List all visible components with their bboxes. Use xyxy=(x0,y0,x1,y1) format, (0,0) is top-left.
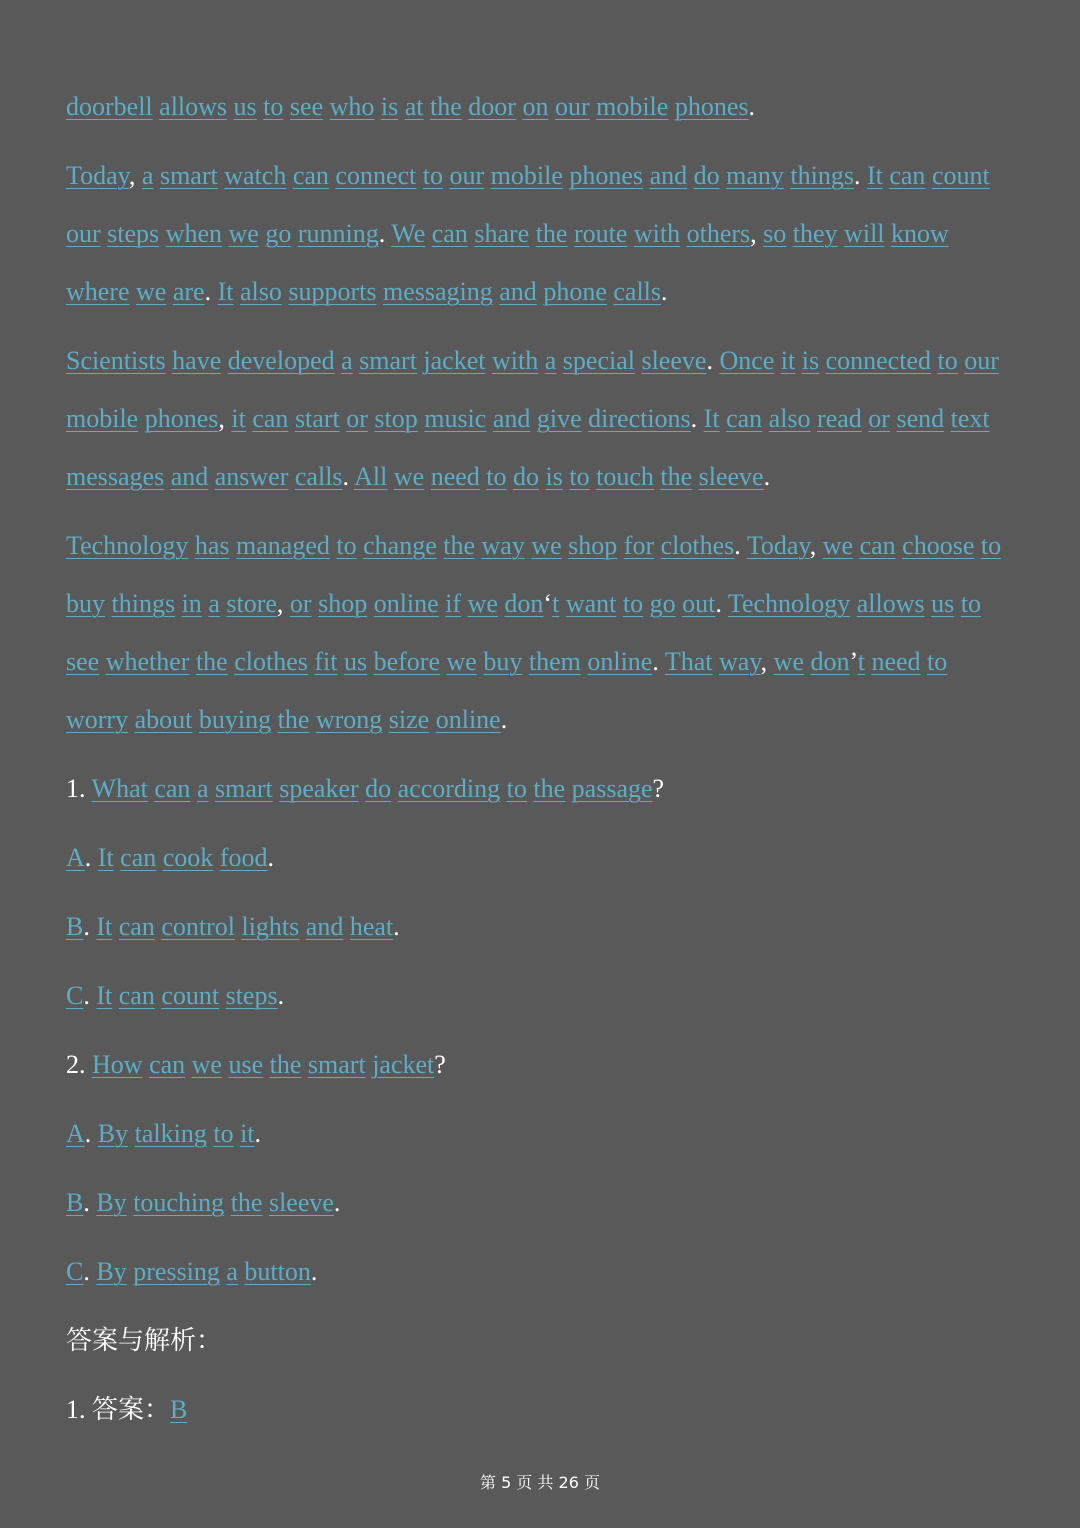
word-link[interactable]: Technology xyxy=(66,531,189,560)
word-link[interactable]: passage xyxy=(571,774,653,803)
word-link[interactable]: way xyxy=(719,647,761,676)
word-link[interactable]: will xyxy=(844,219,885,248)
word-link[interactable]: the xyxy=(533,774,566,803)
word-link[interactable]: button xyxy=(244,1257,311,1286)
word-link[interactable]: store xyxy=(226,589,277,618)
word-link[interactable]: developed xyxy=(227,346,335,375)
word-link[interactable]: the xyxy=(443,531,476,560)
word-link[interactable]: phones xyxy=(674,92,749,121)
word-link[interactable]: send xyxy=(896,404,945,433)
text-span: . xyxy=(500,705,508,734)
word-link[interactable]: or xyxy=(868,404,890,433)
word-link[interactable]: the xyxy=(269,1050,302,1079)
word-link[interactable]: steps xyxy=(107,219,160,248)
word-link[interactable]: our xyxy=(449,161,485,190)
word-link[interactable]: choose xyxy=(902,531,975,560)
word-link[interactable]: heat xyxy=(349,912,394,941)
word-link[interactable]: we xyxy=(446,647,477,676)
word-link[interactable]: at xyxy=(404,92,424,121)
word-link[interactable]: with xyxy=(633,219,681,248)
word-link[interactable]: a xyxy=(208,589,220,618)
answer-heading: 答案与解析： xyxy=(66,1326,223,1355)
word-link[interactable]: jacket xyxy=(372,1050,435,1079)
text-span: . xyxy=(83,1188,97,1217)
word-link[interactable]: route xyxy=(573,219,628,248)
passage-paragraph xyxy=(66,147,1006,321)
word-link[interactable]: do xyxy=(513,462,540,491)
text-span: . xyxy=(333,1188,341,1217)
word-link[interactable]: share xyxy=(474,219,530,248)
word-link[interactable]: can xyxy=(118,981,155,1010)
word-link[interactable]: online xyxy=(435,705,501,734)
word-link[interactable]: buying xyxy=(198,705,272,734)
text-span: . xyxy=(853,161,867,190)
word-link[interactable]: we xyxy=(136,277,167,306)
word-link[interactable]: our xyxy=(66,219,101,248)
word-link[interactable]: others xyxy=(686,219,751,248)
word-link[interactable]: the xyxy=(535,219,568,248)
word-link[interactable]: talking xyxy=(134,1119,207,1148)
word-link[interactable]: or xyxy=(289,589,312,618)
text-span: . xyxy=(690,404,704,433)
text-span: ? xyxy=(652,774,665,803)
word-link[interactable]: phones xyxy=(144,404,219,433)
word-link[interactable]: calls xyxy=(294,462,343,491)
word-link[interactable]: shop xyxy=(318,589,368,618)
text-span: . xyxy=(83,912,97,941)
text-span: . xyxy=(84,1119,98,1148)
word-link[interactable]: when xyxy=(165,219,222,248)
answer-1 xyxy=(66,1381,1006,1439)
word-link[interactable]: and xyxy=(499,277,537,306)
word-link[interactable]: What xyxy=(91,774,148,803)
document-page xyxy=(66,78,1006,1450)
word-link[interactable]: read xyxy=(817,404,862,433)
word-link[interactable]: can xyxy=(252,404,289,433)
word-link[interactable]: stop xyxy=(374,404,418,433)
word-link[interactable]: who xyxy=(329,92,375,121)
word-link[interactable]: can xyxy=(149,1050,186,1079)
text-span: . xyxy=(204,277,218,306)
text-span: , xyxy=(276,589,290,618)
word-link[interactable]: and xyxy=(305,912,344,941)
word-link[interactable]: the xyxy=(430,92,462,121)
word-link[interactable]: can xyxy=(154,774,191,803)
text-span: . xyxy=(277,981,285,1010)
word-link[interactable]: answer xyxy=(214,462,289,491)
word-link[interactable]: use xyxy=(228,1050,264,1079)
word-link[interactable]: count xyxy=(161,981,220,1010)
word-link[interactable]: clothes xyxy=(234,647,308,676)
text-span: . xyxy=(267,843,274,872)
word-link[interactable]: By xyxy=(96,1257,127,1286)
word-link[interactable]: to xyxy=(980,531,1002,560)
word-link[interactable]: lights xyxy=(241,912,300,941)
word-link[interactable]: we xyxy=(773,647,804,676)
word-link[interactable]: can xyxy=(726,404,763,433)
word-link[interactable]: us xyxy=(931,589,955,618)
word-link[interactable]: and xyxy=(649,161,688,190)
word-link[interactable]: see xyxy=(66,647,100,676)
word-link[interactable]: We xyxy=(391,219,426,248)
word-link[interactable]: jacket xyxy=(423,346,486,375)
word-link[interactable]: A xyxy=(66,843,85,872)
word-link[interactable]: a xyxy=(544,346,557,375)
word-link[interactable]: clothes xyxy=(660,531,735,560)
word-link[interactable]: about xyxy=(134,705,193,734)
word-link[interactable]: to xyxy=(927,647,948,676)
word-link[interactable]: online xyxy=(587,647,653,676)
question-prompt xyxy=(66,1036,1006,1094)
word-link[interactable]: It xyxy=(217,277,234,306)
answer-option xyxy=(66,967,1006,1025)
text-span: . xyxy=(84,843,98,872)
word-link[interactable]: control xyxy=(161,912,235,941)
word-link[interactable]: food xyxy=(219,843,268,872)
word-link[interactable]: Today xyxy=(746,531,810,560)
word-link[interactable]: don xyxy=(504,589,544,618)
word-link[interactable]: C xyxy=(66,1257,84,1286)
word-link[interactable]: a xyxy=(141,161,154,190)
word-link[interactable]: How xyxy=(92,1050,143,1079)
text-span: . xyxy=(661,277,668,306)
text-span: 1. 答案： xyxy=(66,1395,171,1424)
word-link[interactable]: buy xyxy=(483,647,523,676)
word-link[interactable]: a xyxy=(196,774,209,803)
word-link[interactable]: also xyxy=(239,277,282,306)
word-link[interactable]: wrong xyxy=(315,705,383,734)
word-link[interactable]: It xyxy=(97,843,114,872)
answer-option xyxy=(66,1174,1006,1232)
word-link[interactable]: C xyxy=(66,981,84,1010)
word-link[interactable]: online xyxy=(373,589,439,618)
word-link[interactable]: start xyxy=(294,404,340,433)
word-link[interactable]: we xyxy=(393,462,425,491)
word-link[interactable]: it xyxy=(240,1119,255,1148)
word-link[interactable]: mobile xyxy=(490,161,563,190)
word-link[interactable]: the xyxy=(660,462,693,491)
word-link[interactable]: the xyxy=(195,647,228,676)
word-link[interactable]: special xyxy=(562,346,635,375)
word-link[interactable]: pressing xyxy=(133,1257,220,1286)
word-link[interactable]: the xyxy=(277,705,310,734)
text-span: . xyxy=(734,531,747,560)
text-span: . xyxy=(652,647,665,676)
word-link[interactable]: the xyxy=(230,1188,263,1217)
word-link[interactable]: have xyxy=(172,346,222,375)
word-link[interactable]: see xyxy=(289,92,324,121)
word-link[interactable]: phone xyxy=(543,277,607,306)
word-link[interactable]: to xyxy=(422,161,443,190)
word-link[interactable]: worry xyxy=(66,705,129,734)
word-link[interactable]: to xyxy=(486,462,507,491)
text-span: . xyxy=(254,1119,262,1148)
word-link[interactable]: things xyxy=(111,589,176,618)
word-link[interactable]: us xyxy=(343,647,368,676)
word-link[interactable]: phones xyxy=(569,161,644,190)
word-link[interactable]: Today xyxy=(66,161,129,190)
word-link[interactable]: to xyxy=(213,1119,234,1148)
word-link[interactable]: can xyxy=(889,161,926,190)
word-link[interactable]: It xyxy=(96,912,113,941)
passage-paragraph xyxy=(66,78,1006,136)
word-link[interactable]: managed xyxy=(236,531,330,560)
word-link[interactable]: is xyxy=(545,462,563,491)
text-span: ’ xyxy=(849,647,858,676)
text-span: , xyxy=(760,647,774,676)
word-link[interactable]: out xyxy=(682,589,716,618)
text-span: , xyxy=(750,219,764,248)
text-span: 2. xyxy=(66,1050,92,1079)
word-link[interactable]: want xyxy=(565,589,617,618)
word-link[interactable]: a xyxy=(226,1257,238,1286)
word-link[interactable]: change xyxy=(363,531,437,560)
word-link[interactable]: them xyxy=(528,647,581,676)
word-link[interactable]: where xyxy=(66,277,130,306)
word-link[interactable]: or xyxy=(346,404,368,433)
word-link[interactable]: calls xyxy=(613,277,662,306)
word-link[interactable]: we xyxy=(467,589,498,618)
text-span: . xyxy=(83,1257,97,1286)
word-link[interactable]: connect xyxy=(335,161,417,190)
word-link[interactable]: All xyxy=(354,462,388,491)
page-footer: 第 5 页 共 26 页 xyxy=(480,1473,600,1492)
word-link[interactable]: It xyxy=(96,981,113,1010)
word-link[interactable]: do xyxy=(365,774,392,803)
word-link[interactable]: door xyxy=(468,92,516,121)
word-link[interactable]: It xyxy=(703,404,720,433)
word-link[interactable]: can xyxy=(431,219,468,248)
word-link[interactable]: mobile xyxy=(596,92,669,121)
questions xyxy=(66,760,1006,1301)
text-span: . xyxy=(706,346,720,375)
word-link[interactable]: to xyxy=(506,774,527,803)
text-span: , xyxy=(809,531,823,560)
word-link[interactable]: so xyxy=(763,219,787,248)
word-link[interactable]: That xyxy=(664,647,713,676)
word-link[interactable]: we xyxy=(531,531,562,560)
word-link[interactable]: do xyxy=(693,161,720,190)
text-span: . xyxy=(715,589,728,618)
text-span: , xyxy=(128,161,142,190)
word-link[interactable]: doorbell xyxy=(66,92,153,121)
word-link[interactable]: go xyxy=(649,589,676,618)
word-link[interactable]: shop xyxy=(568,531,618,560)
word-link[interactable]: way xyxy=(481,531,525,560)
word-link[interactable]: Once xyxy=(719,346,775,375)
answer-option xyxy=(66,1243,1006,1301)
word-link[interactable]: touching xyxy=(133,1188,225,1217)
word-link[interactable]: give xyxy=(536,404,582,433)
word-link[interactable]: can xyxy=(118,912,155,941)
word-link[interactable]: it xyxy=(231,404,246,433)
word-link[interactable]: to xyxy=(263,92,284,121)
word-link[interactable]: t xyxy=(857,647,865,676)
text-span: ? xyxy=(434,1050,446,1079)
word-link[interactable]: B xyxy=(66,1188,84,1217)
word-link[interactable]: It xyxy=(866,161,883,190)
passage xyxy=(66,78,1006,749)
word-link[interactable]: in xyxy=(181,589,202,618)
word-link[interactable]: go xyxy=(265,219,292,248)
word-link[interactable]: our xyxy=(554,92,590,121)
word-link[interactable]: according xyxy=(397,774,501,803)
word-link[interactable]: smart xyxy=(159,161,218,190)
word-link[interactable]: speaker xyxy=(279,774,359,803)
word-link[interactable]: Scientists xyxy=(66,346,166,375)
word-link[interactable]: By xyxy=(96,1188,127,1217)
word-link[interactable]: if xyxy=(445,589,462,618)
word-link[interactable]: us xyxy=(233,92,257,121)
word-link[interactable]: By xyxy=(97,1119,129,1148)
word-link[interactable]: sleeve xyxy=(641,346,707,375)
word-link[interactable]: A xyxy=(66,1119,85,1148)
word-link[interactable]: size xyxy=(388,705,430,734)
word-link[interactable]: we xyxy=(822,531,854,560)
word-link[interactable]: a xyxy=(341,346,353,375)
answer-option xyxy=(66,1105,1006,1163)
word-link[interactable]: before xyxy=(373,647,441,676)
word-link[interactable]: are xyxy=(172,277,205,306)
word-link[interactable]: B xyxy=(66,912,84,941)
word-link[interactable]: running xyxy=(297,219,379,248)
word-link[interactable]: count xyxy=(931,161,990,190)
word-link[interactable]: mobile xyxy=(66,404,139,433)
word-link[interactable]: touch xyxy=(596,462,654,491)
word-link[interactable]: directions xyxy=(588,404,691,433)
text-span: ‘ xyxy=(543,589,553,618)
word-link[interactable]: fit xyxy=(314,647,338,676)
word-link[interactable]: cook xyxy=(162,843,214,872)
text-span: . xyxy=(310,1257,318,1286)
word-link[interactable]: can xyxy=(120,843,157,872)
text-span: . xyxy=(83,981,97,1010)
word-link[interactable]: need xyxy=(430,462,480,491)
word-link[interactable]: whether xyxy=(105,647,190,676)
word-link[interactable]: sleeve xyxy=(268,1188,334,1217)
word-link[interactable]: to xyxy=(960,589,981,618)
word-link[interactable]: watch xyxy=(224,161,287,190)
word-link[interactable]: smart xyxy=(307,1050,366,1079)
answer-option xyxy=(66,898,1006,956)
word-link[interactable]: music xyxy=(424,404,487,433)
word-link[interactable]: to xyxy=(937,346,958,375)
word-link[interactable]: messaging xyxy=(383,277,493,306)
word-link[interactable]: connected xyxy=(825,346,931,375)
word-link[interactable]: know xyxy=(891,219,949,248)
word-link[interactable]: it xyxy=(780,346,796,375)
word-link[interactable]: for xyxy=(623,531,655,560)
word-link[interactable]: Technology xyxy=(727,589,851,618)
word-link[interactable]: B xyxy=(170,1395,188,1424)
word-link[interactable]: is xyxy=(380,92,399,121)
word-link[interactable]: smart xyxy=(214,774,273,803)
word-link[interactable]: our xyxy=(964,346,999,375)
question-prompt xyxy=(66,760,1006,818)
word-link[interactable]: text xyxy=(950,404,990,433)
word-link[interactable]: on xyxy=(522,92,549,121)
word-link[interactable]: and xyxy=(492,404,531,433)
word-link[interactable]: sleeve xyxy=(698,462,764,491)
word-link[interactable]: things xyxy=(790,161,854,190)
word-link[interactable]: to xyxy=(336,531,357,560)
word-link[interactable]: also xyxy=(768,404,811,433)
word-link[interactable]: can xyxy=(859,531,896,560)
word-link[interactable]: buy xyxy=(66,589,105,618)
word-link[interactable]: steps xyxy=(225,981,278,1010)
word-link[interactable]: many xyxy=(726,161,784,190)
word-link[interactable]: we xyxy=(191,1050,222,1079)
text-span: 1. xyxy=(66,774,92,803)
answer-option xyxy=(66,829,1006,887)
word-link[interactable]: to xyxy=(569,462,590,491)
text-span: . xyxy=(378,219,392,248)
word-link[interactable]: has xyxy=(194,531,230,560)
passage-paragraph xyxy=(66,332,1006,506)
word-link[interactable]: and xyxy=(170,462,209,491)
word-link[interactable]: we xyxy=(228,219,259,248)
word-link[interactable]: messages xyxy=(66,462,165,491)
word-link[interactable]: need xyxy=(871,647,921,676)
word-link[interactable]: t xyxy=(552,589,560,618)
word-link[interactable]: don xyxy=(810,647,850,676)
word-link[interactable]: smart xyxy=(359,346,417,375)
text-span: . xyxy=(748,92,755,121)
word-link[interactable]: they xyxy=(792,219,838,248)
passage-paragraph xyxy=(66,517,1006,749)
text-span: . xyxy=(763,462,771,491)
text-span: . xyxy=(342,462,355,491)
text-span: , xyxy=(218,404,232,433)
word-link[interactable]: supports xyxy=(288,277,377,306)
word-link[interactable]: allows xyxy=(856,589,925,618)
word-link[interactable]: is xyxy=(801,346,820,375)
word-link[interactable]: can xyxy=(292,161,329,190)
word-link[interactable]: with xyxy=(492,346,539,375)
word-link[interactable]: allows xyxy=(159,92,228,121)
word-link[interactable]: to xyxy=(622,589,644,618)
text-span: . xyxy=(393,912,400,941)
